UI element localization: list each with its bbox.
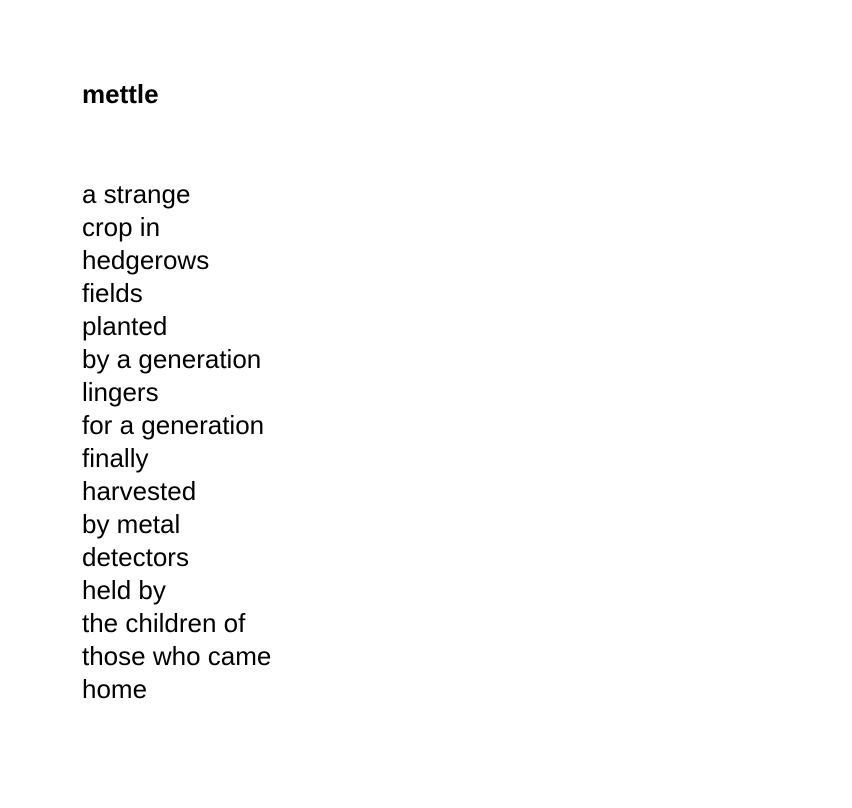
poem-line: by a generation	[82, 344, 262, 374]
poem-line: held by	[82, 575, 166, 605]
poem-line: lingers	[82, 377, 159, 407]
poem-line: the children of	[82, 608, 246, 638]
poem-line: by metal	[82, 509, 181, 539]
poem-title: mettle	[82, 79, 159, 109]
poem-line: detectors	[82, 542, 189, 572]
poem-line: fields	[82, 278, 143, 308]
poem-line: a strange	[82, 179, 191, 209]
poem-line: those who came	[82, 641, 272, 671]
poem-line: hedgerows	[82, 245, 210, 275]
poem-body	[82, 178, 782, 706]
poem-line: crop in	[82, 212, 161, 242]
poem-line: harvested	[82, 476, 197, 506]
poem-line: finally	[82, 443, 149, 473]
poem-line: home	[82, 674, 148, 704]
poem-line: for a generation	[82, 410, 265, 440]
poem-line: planted	[82, 311, 168, 341]
document-page	[82, 78, 782, 706]
